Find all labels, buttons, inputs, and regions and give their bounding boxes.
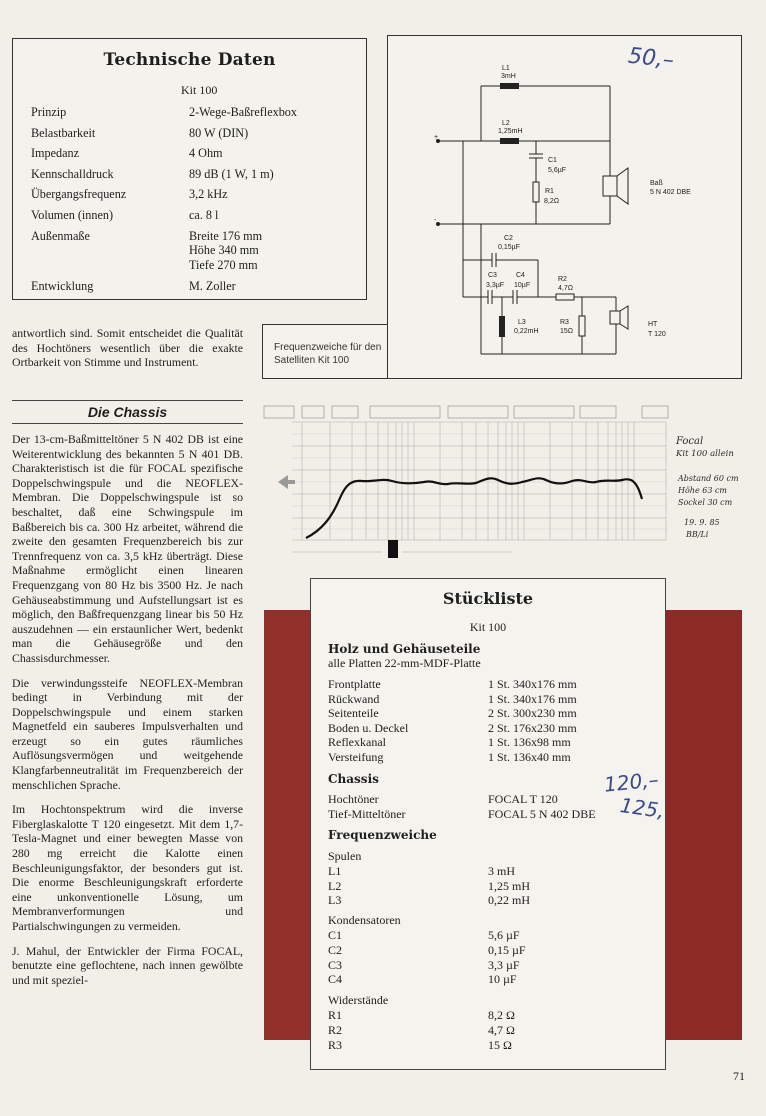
- part-name: Rückwand: [328, 691, 380, 706]
- technical-data-kit: Kit 100: [181, 83, 218, 97]
- technical-data-value: [189, 143, 297, 164]
- crossover-schematic: [387, 35, 742, 379]
- technical-data-value: [189, 205, 297, 226]
- part-value: 2 St. 300x230 mm: [488, 706, 577, 721]
- technical-data-key: Belastbarkeit: [31, 125, 96, 140]
- technical-data-row: [31, 143, 297, 164]
- part-value: 1 St. 340x176 mm: [488, 677, 577, 691]
- technical-data-row: [31, 226, 297, 277]
- value-l3: 0,22mH: [514, 328, 539, 335]
- parts-list-row: [328, 706, 648, 721]
- part-name: Reflexkanal: [328, 735, 386, 750]
- part-value: 2 St. 176x230 mm: [488, 720, 577, 735]
- holz-note: [328, 656, 648, 671]
- parts-list-row: [328, 958, 648, 973]
- graph-note: Kit 100 allein: [676, 449, 734, 459]
- part-name: R3: [328, 1037, 343, 1052]
- value-c2: 0,15µF: [498, 244, 520, 251]
- chassis-paragraph: Die verwindungssteife NEOFLEX-Membran bedingt in Verbindung mit der Doppelschwingspule und einem starken Magnetfeld ein sauberes Impulsverhalten und erzeugt so ein gutes räumliches Auflösungsvermögen und weitgehende Klangfarbenneutralität im Frequenzbereich der menschlichen Sprache.: [12, 675, 243, 792]
- parts-list-row: [328, 1008, 648, 1023]
- technical-data-box: [12, 38, 367, 300]
- terminal-minus: -: [434, 217, 437, 224]
- section-holz: Holz und Gehäuseteile: [328, 642, 481, 656]
- handwritten-price: 50,–: [626, 43, 676, 74]
- chassis-paragraph: Der 13-cm-Baßmitteltöner 5 N 402 DB ist eine Weiterentwicklung des bekannten 5 N 401 DB. Charakteristisch ist die für FOCAL spezifische Doppelschwingspule und die NEOFLEX-Membran. Die Doppelschwingspule ist so beschaltet, daß eine Schwingspule im Baßbereich bis ca. 300 Hz arbeitet, während die zweite den gesamten Frequenzbereich bis zur Trennfrequenz von ca. 3,5 kHz überträgt. Diese Maßnahme ermöglicht einen linearen Frequenzgang von 80 Hz bis 3500 Hz. Je nach Gehäuseabstimmung und Aufstellungsart ist es möglich, den Baßfrequenzgang linear bis 50 Hz auszudehnen — ein erstaunlicher Wert, bedenkt man die Gehäusegröße und den Chassisdurchmesser.: [12, 432, 243, 665]
- technical-data-value: [189, 226, 297, 277]
- section-weiche: Frequenzweiche: [328, 828, 437, 842]
- technical-data-key: Übergangsfrequenz: [31, 187, 127, 202]
- part-value: 15 Ω: [488, 1037, 512, 1052]
- kond-label-text: Kondensatoren: [328, 913, 401, 927]
- kond-label: [328, 913, 648, 928]
- section-chassis: Chassis: [328, 772, 379, 786]
- value-r3: 15Ω: [560, 328, 574, 335]
- parts-list-row: [328, 972, 648, 987]
- part-name: C1: [328, 928, 343, 942]
- holz-note-text: alle Platten 22-mm-MDF-Platte: [328, 656, 481, 670]
- graph-note: Höhe 63 cm: [678, 486, 728, 495]
- parts-list-row: [328, 735, 648, 750]
- part-value: 0,22 mH: [488, 893, 530, 908]
- part-name: R2: [328, 1022, 343, 1037]
- terminal-plus: +: [434, 134, 439, 141]
- part-value: 1 St. 136x40 mm: [488, 750, 571, 764]
- chassis-heading: Die Chassis: [12, 400, 243, 424]
- page-number: 71: [733, 1069, 745, 1083]
- part-value: 3 mH: [488, 864, 515, 878]
- part-value: 1 St. 340x176 mm: [488, 691, 577, 706]
- parts-list-kit: Kit 100: [469, 620, 507, 634]
- technical-data-key: Kennschalldruck: [31, 166, 114, 181]
- technical-data-value-line: 4 Ohm: [189, 146, 223, 161]
- parts-list-row: [328, 721, 648, 736]
- label-r2: R2: [558, 276, 567, 283]
- chassis-paragraph: J. Mahul, der Entwickler der Firma FOCAL, benutzte eine geflochtene, nach innen gewölbte und mit speziel-: [12, 943, 243, 987]
- wid-label: [328, 993, 648, 1008]
- technical-data-key: Außenmaße: [31, 228, 90, 243]
- label-bass-model: 5 N 402 DBE: [650, 189, 691, 196]
- technical-data-value: [189, 102, 297, 123]
- value-c1: 5,6µF: [548, 167, 567, 174]
- part-value: FOCAL 5 N 402 DBE: [488, 806, 596, 821]
- wid-label-text: Widerstände: [328, 993, 389, 1007]
- value-l2: 1,25mH: [498, 128, 523, 135]
- technical-data-title: Technische Daten: [103, 50, 276, 70]
- part-value: 1 St. 136x98 mm: [488, 735, 571, 750]
- label-l3: L3: [518, 319, 526, 326]
- label-r3: R3: [560, 319, 569, 326]
- chassis-paragraph: Im Hochtonspektrum wird die inverse Fiberglaskalotte T 120 eingesetzt. Mit dem 1,7-Tesla-Magnet und einer bewegten Masse von 280 mg erreicht die Kalotte einen Beschleunigungsfaktor, der besonders gut ist. Die enorme Beschleunigungskraft erforderte eine unkonventionelle Lösung, um Membranverformungen und Partialschwingungen zu vermeiden.: [12, 802, 243, 933]
- technical-data-value: [189, 164, 297, 185]
- value-c4: 10µF: [514, 282, 531, 289]
- technical-data-key: Impedanz: [31, 146, 80, 161]
- part-value: 5,6 µF: [488, 928, 520, 942]
- schematic-drawing: [388, 36, 743, 380]
- schematic-caption-line: Frequenzweiche für den: [274, 342, 382, 353]
- label-r1: R1: [545, 188, 554, 195]
- schematic-caption: [274, 341, 381, 367]
- technical-data-value-line: 80 W (DIN): [189, 125, 249, 140]
- parts-list-row: [328, 677, 648, 692]
- parts-list-title: Stückliste: [442, 589, 534, 608]
- label-c2: C2: [504, 235, 513, 242]
- intro-paragraph: [12, 326, 243, 380]
- technical-data-row: [31, 276, 297, 297]
- parts-list-row: [328, 750, 648, 765]
- part-name: L3: [328, 893, 342, 908]
- part-value: 0,15 µF: [488, 942, 526, 957]
- value-c3: 3,3µF: [486, 282, 505, 289]
- part-value: 8,2 Ω: [488, 1008, 515, 1022]
- technical-data-row: [31, 184, 297, 205]
- graph-note: Sockel 30 cm: [678, 498, 733, 507]
- parts-list-row: [328, 879, 648, 894]
- value-r2: 4,7Ω: [558, 285, 573, 292]
- label-l2: L2: [502, 120, 510, 127]
- technical-data-row: [31, 102, 297, 123]
- graph-note: Abstand 60 cm: [678, 474, 739, 483]
- technical-data-row: [31, 164, 297, 185]
- technical-data-value-line: Tiefe 270 mm: [189, 257, 258, 272]
- label-bass: Baß: [650, 180, 663, 187]
- part-name: Seitenteile: [328, 706, 379, 721]
- part-value: 3,3 µF: [488, 957, 520, 972]
- part-name: Boden u. Deckel: [328, 720, 409, 735]
- label-c4: C4: [516, 272, 525, 279]
- schematic-caption-line: Satelliten Kit 100: [274, 355, 350, 366]
- technical-data-value-line: M. Zoller: [189, 279, 236, 294]
- technical-data-value: [189, 184, 297, 205]
- graph-note: BB/Li: [686, 530, 709, 539]
- spulen-label-text: Spulen: [328, 849, 362, 863]
- part-name: L2: [328, 878, 342, 893]
- frequency-response-plot: [262, 402, 672, 562]
- part-name: Frontplatte: [328, 677, 381, 691]
- technical-data-value-line: 89 dB (1 W, 1 m): [189, 166, 274, 181]
- parts-list-row: [328, 792, 648, 807]
- chassis-text: [12, 432, 243, 997]
- part-value: 4,7 Ω: [488, 1022, 515, 1037]
- technical-data-key: Entwicklung: [31, 279, 94, 294]
- handwritten-price: 120,–: [602, 767, 660, 797]
- technical-data-row: [31, 123, 297, 144]
- technical-data-value-line: 3,2 kHz: [189, 187, 228, 202]
- label-l1: L1: [502, 65, 510, 72]
- label-c1: C1: [548, 157, 557, 164]
- part-name: Versteifung: [328, 750, 384, 764]
- part-name: Tief-Mitteltöner: [328, 806, 406, 821]
- technical-data-key: Volumen (innen): [31, 207, 114, 222]
- value-l1: 3mH: [501, 73, 516, 80]
- label-ht: HT: [648, 321, 658, 328]
- handwritten-price: 125,: [618, 793, 666, 823]
- parts-list-row: [328, 943, 648, 958]
- parts-list-row: [328, 1038, 648, 1053]
- graph-note: Focal: [676, 436, 704, 447]
- part-name: L1: [328, 864, 342, 878]
- parts-list-row: [328, 864, 648, 879]
- parts-list-row: [328, 692, 648, 707]
- part-name: R1: [328, 1008, 343, 1022]
- technical-data-value: [189, 276, 297, 297]
- graph-note: 19. 9. 85: [684, 518, 720, 527]
- label-c3: C3: [488, 272, 497, 279]
- part-name: C4: [328, 972, 343, 987]
- label-ht-model: T 120: [648, 331, 666, 338]
- intro-text: antwortlich sind. Somit entscheidet die Qualität des Hochtöners wesentlich über die exakte Ortbarkeit von Stimme und Instrument.: [12, 326, 243, 370]
- parts-list-box: [310, 578, 666, 1070]
- parts-list-row: [328, 893, 648, 908]
- value-r1: 8,2Ω: [544, 198, 559, 205]
- technical-data-value: [189, 123, 297, 144]
- technical-data-value-line: 2-Wege-Baßreflexbox: [189, 105, 297, 119]
- part-name: C2: [328, 942, 343, 957]
- technical-data-value-line: Breite 176 mm: [189, 228, 263, 243]
- parts-list-row: [328, 807, 648, 822]
- technical-data-row: [31, 205, 297, 226]
- technical-data-key: Prinzip: [31, 105, 67, 119]
- parts-list-row: [328, 928, 648, 943]
- technical-data-value-line: Höhe 340 mm: [189, 243, 259, 258]
- part-value: 1,25 mH: [488, 878, 530, 893]
- technical-data-value-line: ca. 8 l: [189, 207, 219, 222]
- spulen-label: [328, 849, 648, 864]
- part-name: C3: [328, 957, 343, 972]
- parts-list-row: [328, 1023, 648, 1038]
- technical-data-table: [31, 102, 297, 297]
- part-value: 10 µF: [488, 972, 517, 987]
- part-name: Hochtöner: [328, 792, 379, 806]
- part-value: FOCAL T 120: [488, 792, 558, 806]
- frequency-response-graph: [262, 402, 672, 562]
